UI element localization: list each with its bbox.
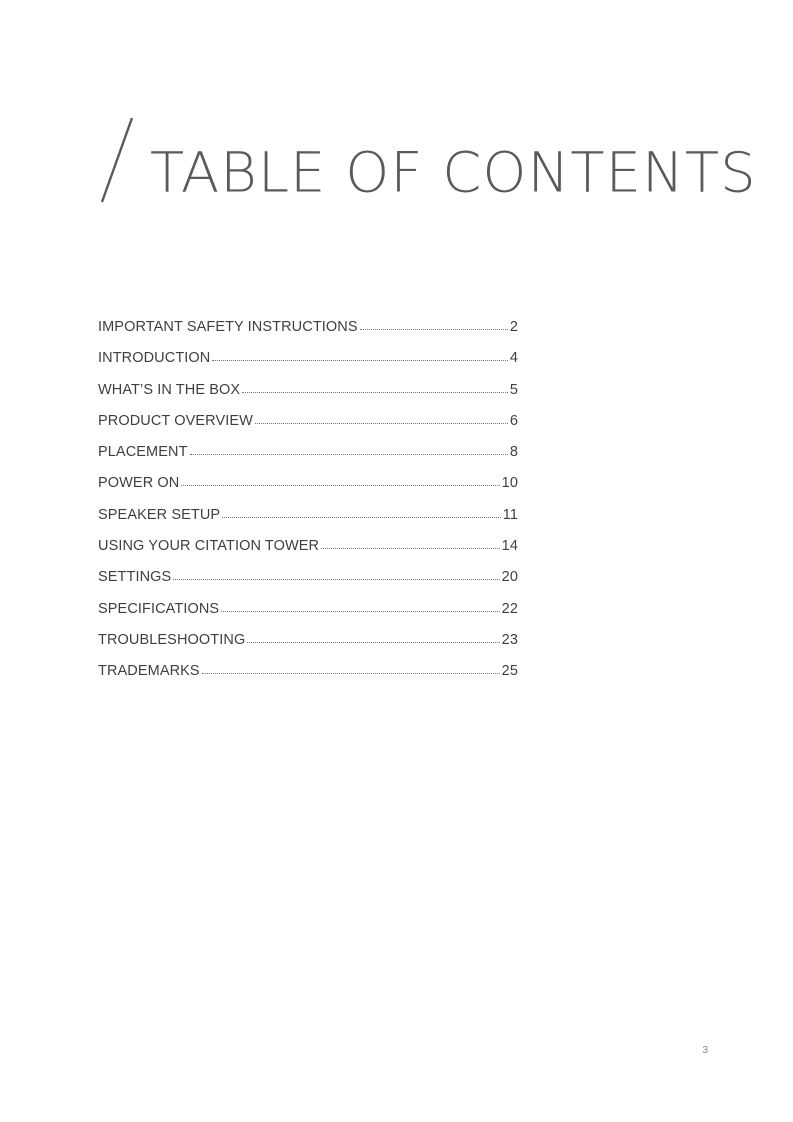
toc-entry-label: TRADEMARKS xyxy=(98,663,200,680)
toc-entry-page: 11 xyxy=(502,506,518,523)
toc-entry-label: POWER ON xyxy=(98,475,180,492)
toc-entry-label: PRODUCT OVERVIEW xyxy=(98,412,253,429)
toc-entry-label: SETTINGS xyxy=(98,569,172,586)
toc-entry-label: SPECIFICATIONS xyxy=(98,600,220,617)
toc-entry-label: TROUBLESHOOTING xyxy=(98,631,246,648)
toc-entry[interactable] xyxy=(98,569,518,600)
dot-leader xyxy=(242,392,508,393)
toc-entry-page: 25 xyxy=(501,663,518,680)
toc-entry-page: 5 xyxy=(509,381,518,398)
dot-leader xyxy=(212,360,507,361)
toc-entry-page: 2 xyxy=(509,319,518,335)
dot-leader xyxy=(247,642,499,643)
toc-entry[interactable] xyxy=(98,507,518,538)
dot-leader xyxy=(221,611,499,612)
dot-leader xyxy=(202,673,500,674)
dot-leader xyxy=(173,579,499,580)
toc-entry-page: 20 xyxy=(501,569,518,586)
dot-leader xyxy=(181,485,499,486)
toc-entry-label: INTRODUCTION xyxy=(98,350,211,367)
toc-entry-label: WHAT’S IN THE BOX xyxy=(98,381,241,398)
toc-entry-label: USING YOUR CITATION TOWER xyxy=(98,538,320,555)
toc-entry-page: 8 xyxy=(509,444,518,461)
dot-leader xyxy=(190,454,508,455)
toc-entry[interactable] xyxy=(98,663,518,694)
toc-entry-label: SPEAKER SETUP xyxy=(98,506,221,523)
page-header xyxy=(98,108,757,218)
dot-leader xyxy=(321,548,500,549)
dot-leader xyxy=(360,329,508,330)
slash-glyph xyxy=(98,114,138,206)
toc-entry-page: 22 xyxy=(501,600,518,617)
toc-entry-page: 4 xyxy=(509,350,518,367)
toc-entry[interactable] xyxy=(98,350,518,381)
toc-entry[interactable] xyxy=(98,601,518,632)
table-of-contents xyxy=(98,319,518,695)
toc-entry[interactable] xyxy=(98,382,518,413)
toc-entry-page: 14 xyxy=(501,538,518,555)
toc-entry-label: IMPORTANT SAFETY INSTRUCTIONS xyxy=(98,319,358,335)
toc-entry[interactable] xyxy=(98,538,518,569)
dot-leader xyxy=(255,423,508,424)
page-number: 3 xyxy=(702,1045,708,1056)
toc-entry[interactable] xyxy=(98,475,518,506)
toc-entry[interactable] xyxy=(98,444,518,475)
toc-entry[interactable] xyxy=(98,632,518,663)
toc-entry-label: PLACEMENT xyxy=(98,444,188,461)
toc-entry[interactable] xyxy=(98,319,518,350)
toc-entry-page: 6 xyxy=(509,412,518,429)
toc-entry-page: 23 xyxy=(501,631,518,648)
toc-entry[interactable] xyxy=(98,413,518,444)
dot-leader xyxy=(222,517,501,518)
page-title: TABLE OF CONTENTS xyxy=(150,141,757,206)
toc-entry-page: 10 xyxy=(501,475,518,492)
